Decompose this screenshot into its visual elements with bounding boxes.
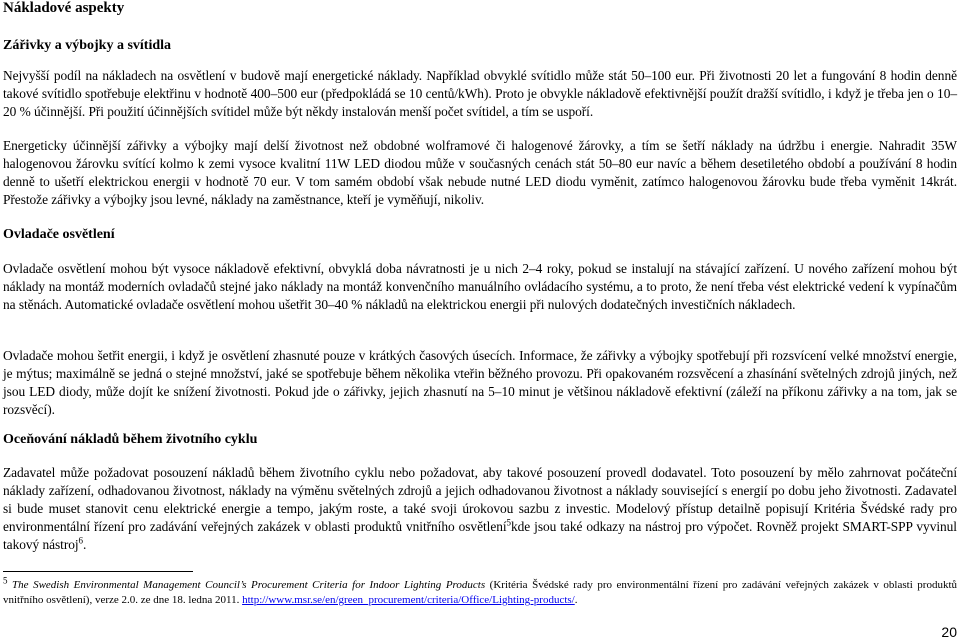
paragraph-lifecycle-costing <box>3 464 957 554</box>
footnote-ref-5[interactable]: 5 <box>506 517 511 528</box>
footnote-separator <box>3 571 193 572</box>
paragraph-lamp-lifetime: Energeticky účinnější zářivky a výbojky mají delší životnost než obdobné wolframové či halogenové žárovky, a tím se šetří náklady na údržbu i energie. Nahradit 35W halogenovou žárovku svítící kolmo k zemi vysoce kvalitní 11W LED diodou může v současných cenách stát 50–80 eur navíc a během desetiletého období a používání 8 hodin denně to ušetří elektrickou energii v hodnotě 70 eur. V tom samém období však nebude nutné LED diodu vyměnit, zatímco halogenovou žárovku bude třeba vyměnit 14krát. Přestože zářivky a výbojky jsou levné, náklady na zaměstnance, kteří je vyměňují, nikoliv. <box>3 138 957 207</box>
paragraph-energy-costs: Nejvyšší podíl na nákladech na osvětlení v budově mají energetické náklady. Například obvyklé svítidlo může stát 50–100 eur. Při životnosti 20 let a fungování 8 hodin denně takové svítidlo spotřebuje elektřinu v hodnotě 400–500 eur (předpokládá se 10 centů/kWh). Proto je obvykle nákladově efektivnější použít dražší svítidlo, i když je třeba jen o 10–20 % účinnější. Při použití účinnějších svítidel může být někdy instalován menší počet svítidel, a tím se uspoří. <box>3 68 957 119</box>
footnote-source-title: The Swedish Environmental Management Council’s Procurement Criteria for Indoor Lighting Products <box>12 579 486 591</box>
footnote-ref-6[interactable]: 6 <box>78 535 83 546</box>
lifecycle-text-3: . <box>83 537 87 552</box>
section-heading-lamps: Zářivky a výbojky a svítidla <box>3 38 172 53</box>
paragraph-controls-efficiency: Ovladače osvětlení mohou být vysoce nákladově efektivní, obvyklá doba návratnosti je u nich 2–4 roky, pokud se instalují na stávající zařízení. U nového zařízení mohou být náklady na montáž moderních ovladačů stejné jako náklady na montáž konvenčního manuálního ovládacího systému, a to proto, že není třeba vést elektrické vedení k vypínačům na stěnách. Automatické ovladače osvětlení mohou ušetřit 30–40 % nákladů na elektrickou energii při nulových dodatečných investičních nákladech. <box>3 261 957 312</box>
paragraph-controls-switching: Ovladače mohou šetřit energii, i když je osvětlení zhasnuté pouze v krátkých časových úsecích. Informace, že zářivky a výbojky spotřebují při rozsvícení velké množství energie, je mýtus; maximálně se jedná o stejné množství, jaké se spotřebuje během několika vteřin běžného provozu. Při opakovaném rozsvěcení a zhasínání světelných zdrojů jiných, než jsou LED diody, může dojít ke snížení životnosti. Pokud jde o zářivky, jejich zhasnutí na 5–10 minut je většinou nákladově efektivní (záleží na příkonu zářivky a na tom, jak se rozsvěcí). <box>3 348 957 417</box>
footnote-5 <box>3 575 958 608</box>
footnote-link[interactable]: http://www.msr.se/en/green_procurement/criteria/Office/Lighting-products/ <box>242 594 575 606</box>
section-heading-controls: Ovladače osvětlení <box>3 227 115 242</box>
footnote-end: . <box>574 594 578 606</box>
footnote-text: (Kritéria Švédské rady pro environmentální řízení pro zadávání veřejných zakázek v oblasti produktů vnitřního osvětlení), verze 2.0. ze dne 18. ledna 2011. <box>3 579 958 606</box>
lifecycle-text-2: kde jsou také odkazy na nástroj pro výpočet. Rovněž projekt SMART-SPP vyvinul takový nástroj <box>3 519 957 552</box>
section-heading-lifecycle: Oceňování nákladů během životního cyklu <box>3 432 258 447</box>
lifecycle-text-1: Zadavatel může požadovat posouzení nákladů během životního cyklu nebo požadovat, aby takové posouzení provedl dodavatel. Toto posouzení by mělo zahrnovat počáteční náklady zařízení, odhadovanou životnost, náklady na výměnu světelných zdrojů a jejich odhadovanou životnost a náklady související s energií po dobu jeho životnosti. Zadavatel si bude muset stanovit cenu elektrické energie a tempo, jakým roste, a také svoji úrokovou sazbu z investic. Modelový přístup detailně popisují Kritéria Švédské rady pro environmentální řízení pro zadávání veřejných zakázek v oblasti produktů vnitřního osvětlení <box>3 465 957 534</box>
page-number: 20 <box>941 624 957 640</box>
page-title: Nákladové aspekty <box>3 0 125 16</box>
footnote-number: 5 <box>3 575 8 586</box>
